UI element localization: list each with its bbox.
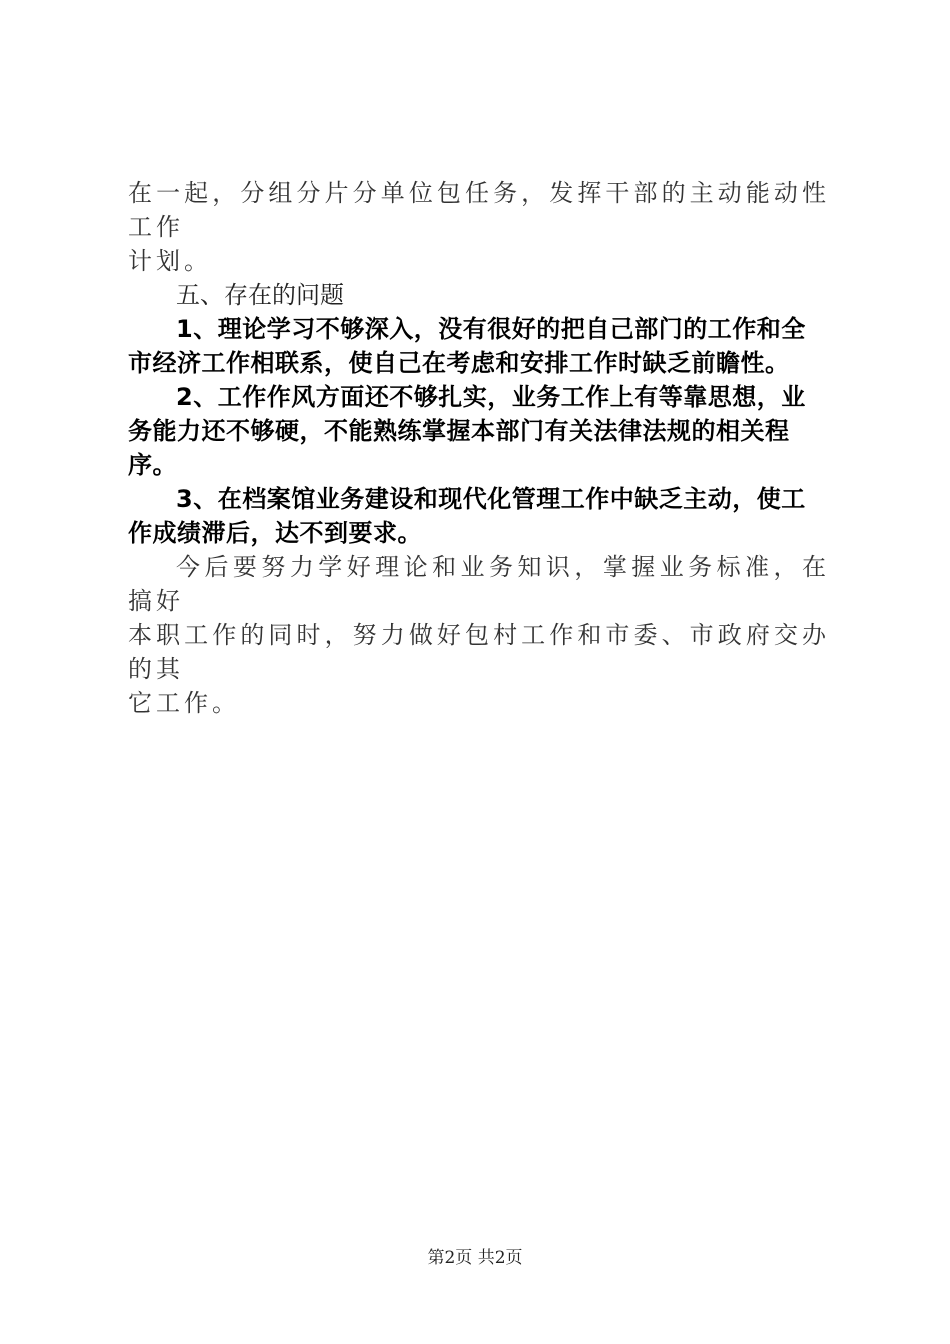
text-line: 2、工作作风方面还不够扎实，业务工作上有等靠思想，业 — [176, 383, 806, 411]
text-line: 务能力还不够硬，不能熟练掌握本部门有关法律法规的相关程 — [128, 417, 790, 445]
text-line: 序。 — [128, 451, 177, 479]
issue-paragraph-2 — [128, 380, 830, 482]
text-line: 计划。 — [128, 247, 212, 275]
text-line: 作成绩滞后，达不到要求。 — [128, 519, 422, 547]
document-body — [128, 176, 830, 720]
text-line: 本职工作的同时，努力做好包村工作和市委、市政府交办的其 — [128, 621, 830, 683]
issue-paragraph-3 — [128, 482, 830, 550]
issue-paragraph-1 — [128, 312, 830, 380]
paragraph-continuation — [128, 176, 830, 278]
text-line: 它工作。 — [128, 689, 240, 717]
text-line: 市经济工作相联系，使自己在考虑和安排工作时缺乏前瞻性。 — [128, 349, 790, 377]
text-line: 今后要努力学好理论和业务知识，掌握业务标准，在搞好 — [128, 553, 830, 615]
section-heading: 五、存在的问题 — [176, 281, 344, 309]
text-line: 1、理论学习不够深入，没有很好的把自己部门的工作和全 — [176, 315, 806, 343]
text-line: 3、在档案馆业务建设和现代化管理工作中缺乏主动，使工 — [176, 485, 806, 513]
text-line: 在一起，分组分片分单位包任务，发挥干部的主动能动性工作 — [128, 179, 830, 241]
conclusion-paragraph — [128, 550, 830, 720]
page-footer: 第2页 共2页 — [427, 1248, 523, 1268]
